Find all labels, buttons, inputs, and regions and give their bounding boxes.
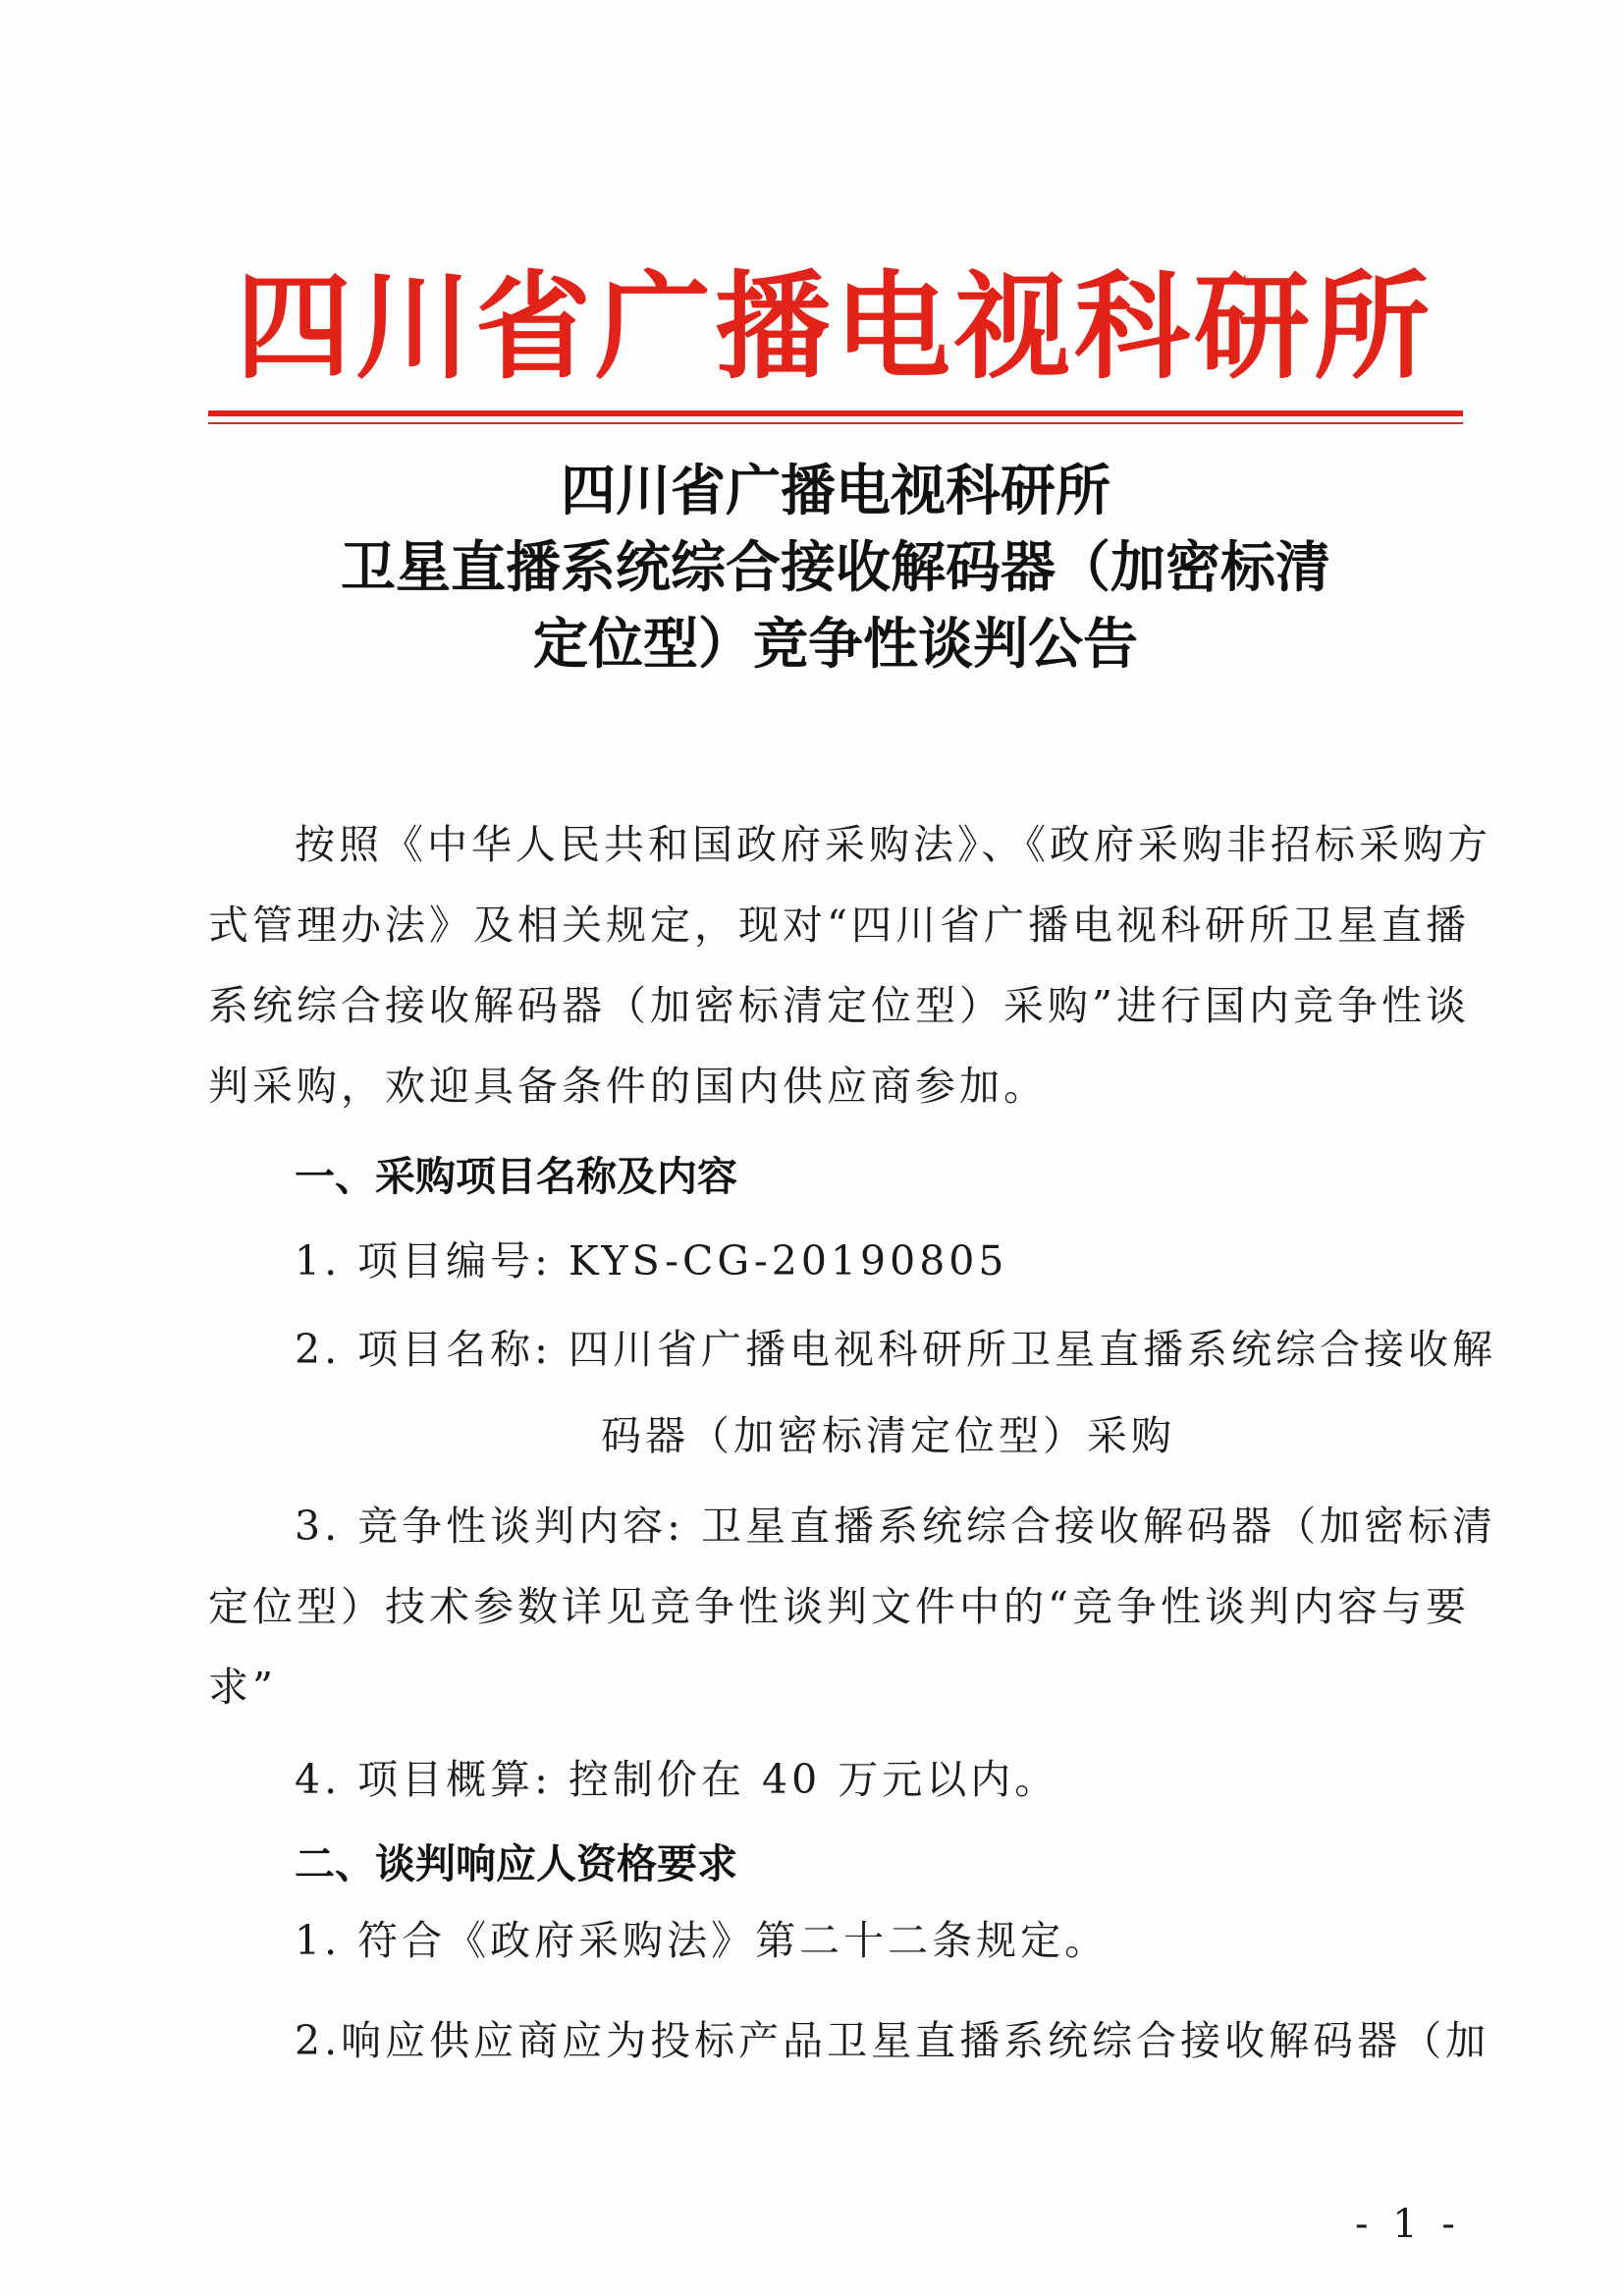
list-item: 1. 项目编号: KYS-CG-20190805 — [295, 1237, 1008, 1285]
list-item-continuation: 码器（加密标清定位型）采购 — [601, 1412, 1175, 1459]
list-item: 2. 项目名称: 四川省广播电视科研所卫星直播系统综合接收解 — [295, 1326, 1496, 1373]
section-heading: 二、谈判响应人资格要求 — [295, 1840, 737, 1887]
intro-paragraph-line: 判采购，欢迎具备条件的国内供应商参加。 — [208, 1063, 1048, 1110]
list-item: 2.响应供应商应为投标产品卫星直播系统综合接收解码器（加 — [295, 2017, 1490, 2064]
section-heading: 一、采购项目名称及内容 — [295, 1153, 737, 1200]
list-item: 3. 竞争性谈判内容: 卫星直播系统综合接收解码器（加密标清 — [295, 1503, 1496, 1550]
title-line: 四川省广播电视科研所 — [561, 460, 1110, 523]
list-item-continuation: 定位型）技术参数详见竞争性谈判文件中的“竞争性谈判内容与要 — [208, 1583, 1470, 1630]
intro-paragraph-line: 按照《中华人民共和国政府采购法》、《政府采购非招标采购方 — [295, 821, 1491, 868]
title-line: 定位型）竞争性谈判公告 — [533, 613, 1138, 677]
letterhead-red-rule — [208, 410, 1463, 416]
letterhead-title: 四川省广播电视科研所 — [235, 258, 1434, 395]
document-title — [208, 454, 1463, 683]
list-item: 1. 符合《政府采购法》第二十二条规定。 — [295, 1917, 1110, 1964]
list-item-continuation: 求” — [208, 1664, 277, 1711]
title-line: 卫星直播系统综合接收解码器（加密标清 — [341, 536, 1330, 600]
list-item: 4. 项目概算: 控制价在 40 万元以内。 — [295, 1756, 1059, 1803]
intro-paragraph-line: 系统综合接收解码器（加密标清定位型）采购”进行国内竞争性谈 — [208, 982, 1470, 1029]
intro-paragraph-line: 式管理办法》及相关规定，现对“四川省广播电视科研所卫星直播 — [208, 902, 1470, 949]
page-number: - 1 - — [1355, 2202, 1461, 2247]
letterhead-red-rule-thin — [208, 422, 1463, 424]
